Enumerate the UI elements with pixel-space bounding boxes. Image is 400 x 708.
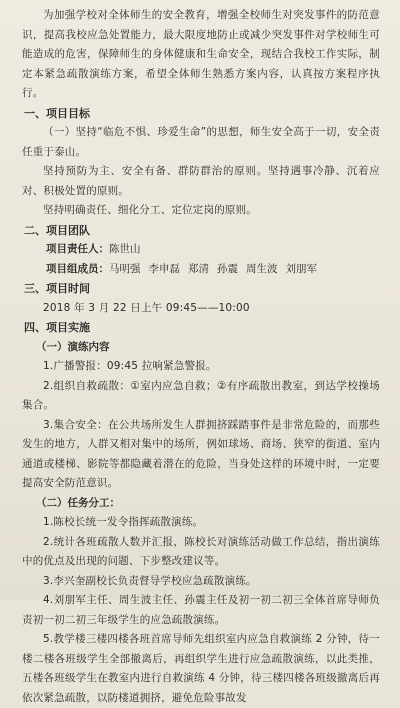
drill-content-item: 2.组织自救疏散：①室内应急自救；②有序疏散出教室，到达学校操场集合。 (22, 379, 380, 411)
project-leader-name: 陈世山 (109, 243, 141, 255)
intro-paragraph: 为加强学校对全体师生的安全教育，增强全校师生对突发事件的防范意识，提高我校应急处置能力，最大限度地防止或减少突发事件对学校师生可能造成的危害，保障师生的身体健康和生命安全，现结合我校工作实际，制定本紧急疏散演练方案，希望全体师生熟悉方案内容，认真按方案程序执行。 (22, 9, 380, 99)
task-division-item: 4.刘朋军主任、周生波主任、孙震主任及初一初二初三全体首席导师负责初一初二初三年级学生的应急疏散演练。 (22, 594, 380, 626)
project-time: 2018 年 3 月 22 日上午 09:45——10:00 (43, 301, 250, 314)
task-division-item: 1.陈校长统一发令指挥疏散演练。 (43, 516, 204, 528)
member-name: 李申磊 (148, 262, 180, 275)
project-members-line (22, 260, 380, 280)
member-name: 孙震 (217, 262, 238, 275)
member-name: 刘朋军 (285, 262, 317, 275)
drill-content-item: 1.广播警报：09:45 拉响紧急警报。 (43, 360, 217, 372)
drill-content-item: 3.集合安全：在公共场所发生人群拥挤踩踏事件是非常危险的，而那些发生的地方，人群又相对集中的场所，例如球场、商场、狭窄的街道、室内通道或楼梯、影院等都隐藏着潜在的危险，当身处这样的环境中时，一定要提高安全防范意识。 (22, 418, 380, 489)
section-1-paragraph-3: 坚持明确责任、细化分工、定位定岗的原则。 (43, 204, 257, 216)
member-name: 马明强 (109, 262, 141, 275)
task-division-item: 3.李兴奎副校长负责督导学校应急疏散演练。 (43, 574, 257, 587)
member-name: 郑清 (188, 262, 209, 275)
section-1-paragraph-2: 坚持预防为主、安全有备、群防群治的原则。坚持遇事冷静、沉着应对、积极处置的原则。 (22, 165, 380, 197)
section-1-paragraph-1: （一）坚持“临危不惧、珍爱生命”的思想，师生安全高于一切，安全责任重于泰山。 (22, 126, 380, 158)
task-division-heading: （二）任务分工： (36, 496, 120, 509)
task-division-item: 2.统计各班疏散人数并汇报，陈校长对演练活动做工作总结，指出演练中的优点及出现的问题、下步整改建议等。 (22, 535, 380, 567)
section-2-heading: 二、项目团队 (24, 223, 90, 237)
member-name: 周生波 (246, 262, 278, 275)
project-leader-line (22, 240, 380, 260)
project-members-label: 项目组成员： (46, 262, 109, 275)
drill-content-heading: （一）演练内容 (36, 340, 110, 353)
section-4-heading: 四、项目实施 (24, 321, 90, 334)
project-leader-label: 项目责任人： (46, 243, 109, 255)
task-division-item: 5.教学楼三楼四楼各班首席导师先组织室内应急自救演练 2 分钟，待一楼二楼各班级学生全部撤离后，再组织学生进行应急疏散演练，以此类推，五楼各班级学生在教室内进行自救演练 4 分钟，待三楼四楼各班级撤离后再依次紧急疏散，以防楼道拥挤，避免危险事故发 (22, 633, 380, 704)
section-1-heading: 一、项目目标 (24, 106, 90, 120)
section-3-heading: 三、项目时间 (24, 282, 90, 295)
